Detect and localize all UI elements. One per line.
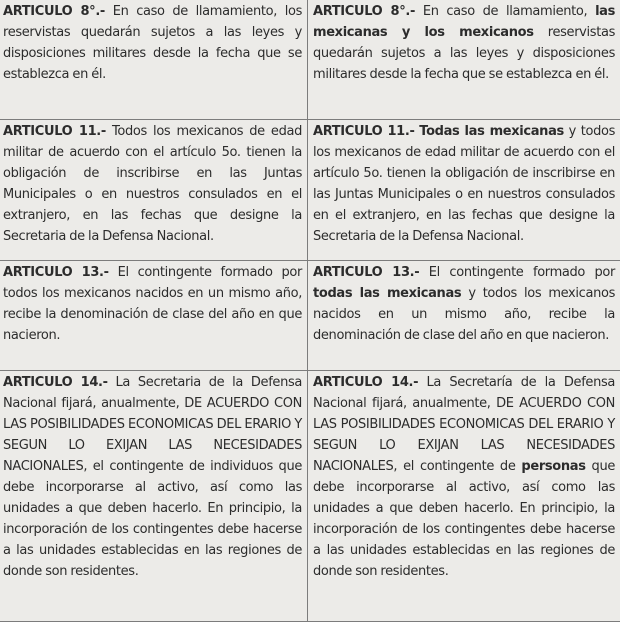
proposed-text-cell (308, 371, 620, 622)
article-text: La Secretaria de la Defensa Nacional fijará, anualmente, DE ACUERDO CON LAS POSIBILIDADES ECONOMICAS DEL ERARIO Y SEGUN LO EXIJAN LAS NECESIDADES NACIONALES, el contingente de individuos que debe incorporarse al activo, así como las unidades a que deben hacerlo. En principio, la incorporación de los contingentes debe hacerse a las unidades establecidas en las regiones de donde son residentes. (3, 375, 302, 579)
article-heading: ARTICULO 8°.- (313, 4, 415, 19)
article-text: La Secretaría de la Defensa Nacional fijará, anualmente, DE ACUERDO CON LAS POSIBILIDADES ECONOMICAS DEL ERARIO Y SEGUN LO EXIJAN LAS NECESIDADES NACIONALES, el contingente de (313, 375, 615, 474)
article-text: Todos los mexicanos de edad militar de acuerdo con el artículo 5o. tienen la obligación de inscribirse en las Juntas Municipales o en nuestros consulados en el extranjero, en las fechas que designe la Secretaria de la Defensa Nacional. (3, 124, 302, 244)
table-row (0, 120, 620, 261)
article-heading: ARTICULO 11.- (313, 124, 415, 139)
current-text-cell (0, 0, 308, 120)
article-heading: ARTICULO 11.- (3, 124, 106, 139)
article-text: El contingente formado por todos los mexicanos nacidos en un mismo año, recibe la denominación de clase del año en que nacieron. (3, 265, 302, 343)
current-text-cell (0, 120, 308, 261)
highlighted-change: las mexicanas y los mexicanos (313, 4, 615, 40)
article-text: y todos los mexicanos de edad militar de acuerdo con el artículo 5o. tienen la obligación de inscribirse en las Juntas Municipales o en nuestros consulados en el extranjero, en las fechas que designe la Secretaria de la Defensa Nacional. (313, 124, 615, 244)
table-row (0, 0, 620, 120)
current-text-cell (0, 371, 308, 622)
article-text: El contingente formado por (419, 265, 615, 280)
table-row (0, 371, 620, 622)
highlighted-change: personas (521, 459, 585, 474)
proposed-text-cell (308, 120, 620, 261)
table-row (0, 261, 620, 371)
highlighted-change: Todas las mexicanas (419, 124, 564, 139)
proposed-text-cell (308, 0, 620, 120)
current-text-cell (0, 261, 308, 371)
article-text: En caso de llamamiento, (415, 4, 595, 19)
article-heading: ARTICULO 8°.- (3, 4, 105, 19)
article-heading: ARTICULO 14.- (3, 375, 108, 390)
article-text: y todos los mexicanos nacidos en un mismo año, recibe la denominación de clase del año en que nacieron. (313, 286, 615, 343)
article-text: reservistas quedarán sujetos a las leyes y disposiciones militares desde la fecha que se establezca en él. (313, 25, 615, 82)
article-heading: ARTICULO 14.- (313, 375, 418, 390)
highlighted-change: todas las mexicanas (313, 286, 461, 301)
article-text: que debe incorporarse al activo, así como las unidades a que deben hacerlo. En principio, la incorporación de los contingentes debe hacerse a las unidades establecidas en las regiones de donde son residentes. (313, 459, 615, 579)
proposed-text-cell (308, 261, 620, 371)
article-heading: ARTICULO 13.- (313, 265, 419, 280)
article-text: En caso de llamamiento, los reservistas quedarán sujetos a las leyes y disposiciones militares desde la fecha que se establezca en él. (3, 4, 302, 82)
article-heading: ARTICULO 13.- (3, 265, 109, 280)
